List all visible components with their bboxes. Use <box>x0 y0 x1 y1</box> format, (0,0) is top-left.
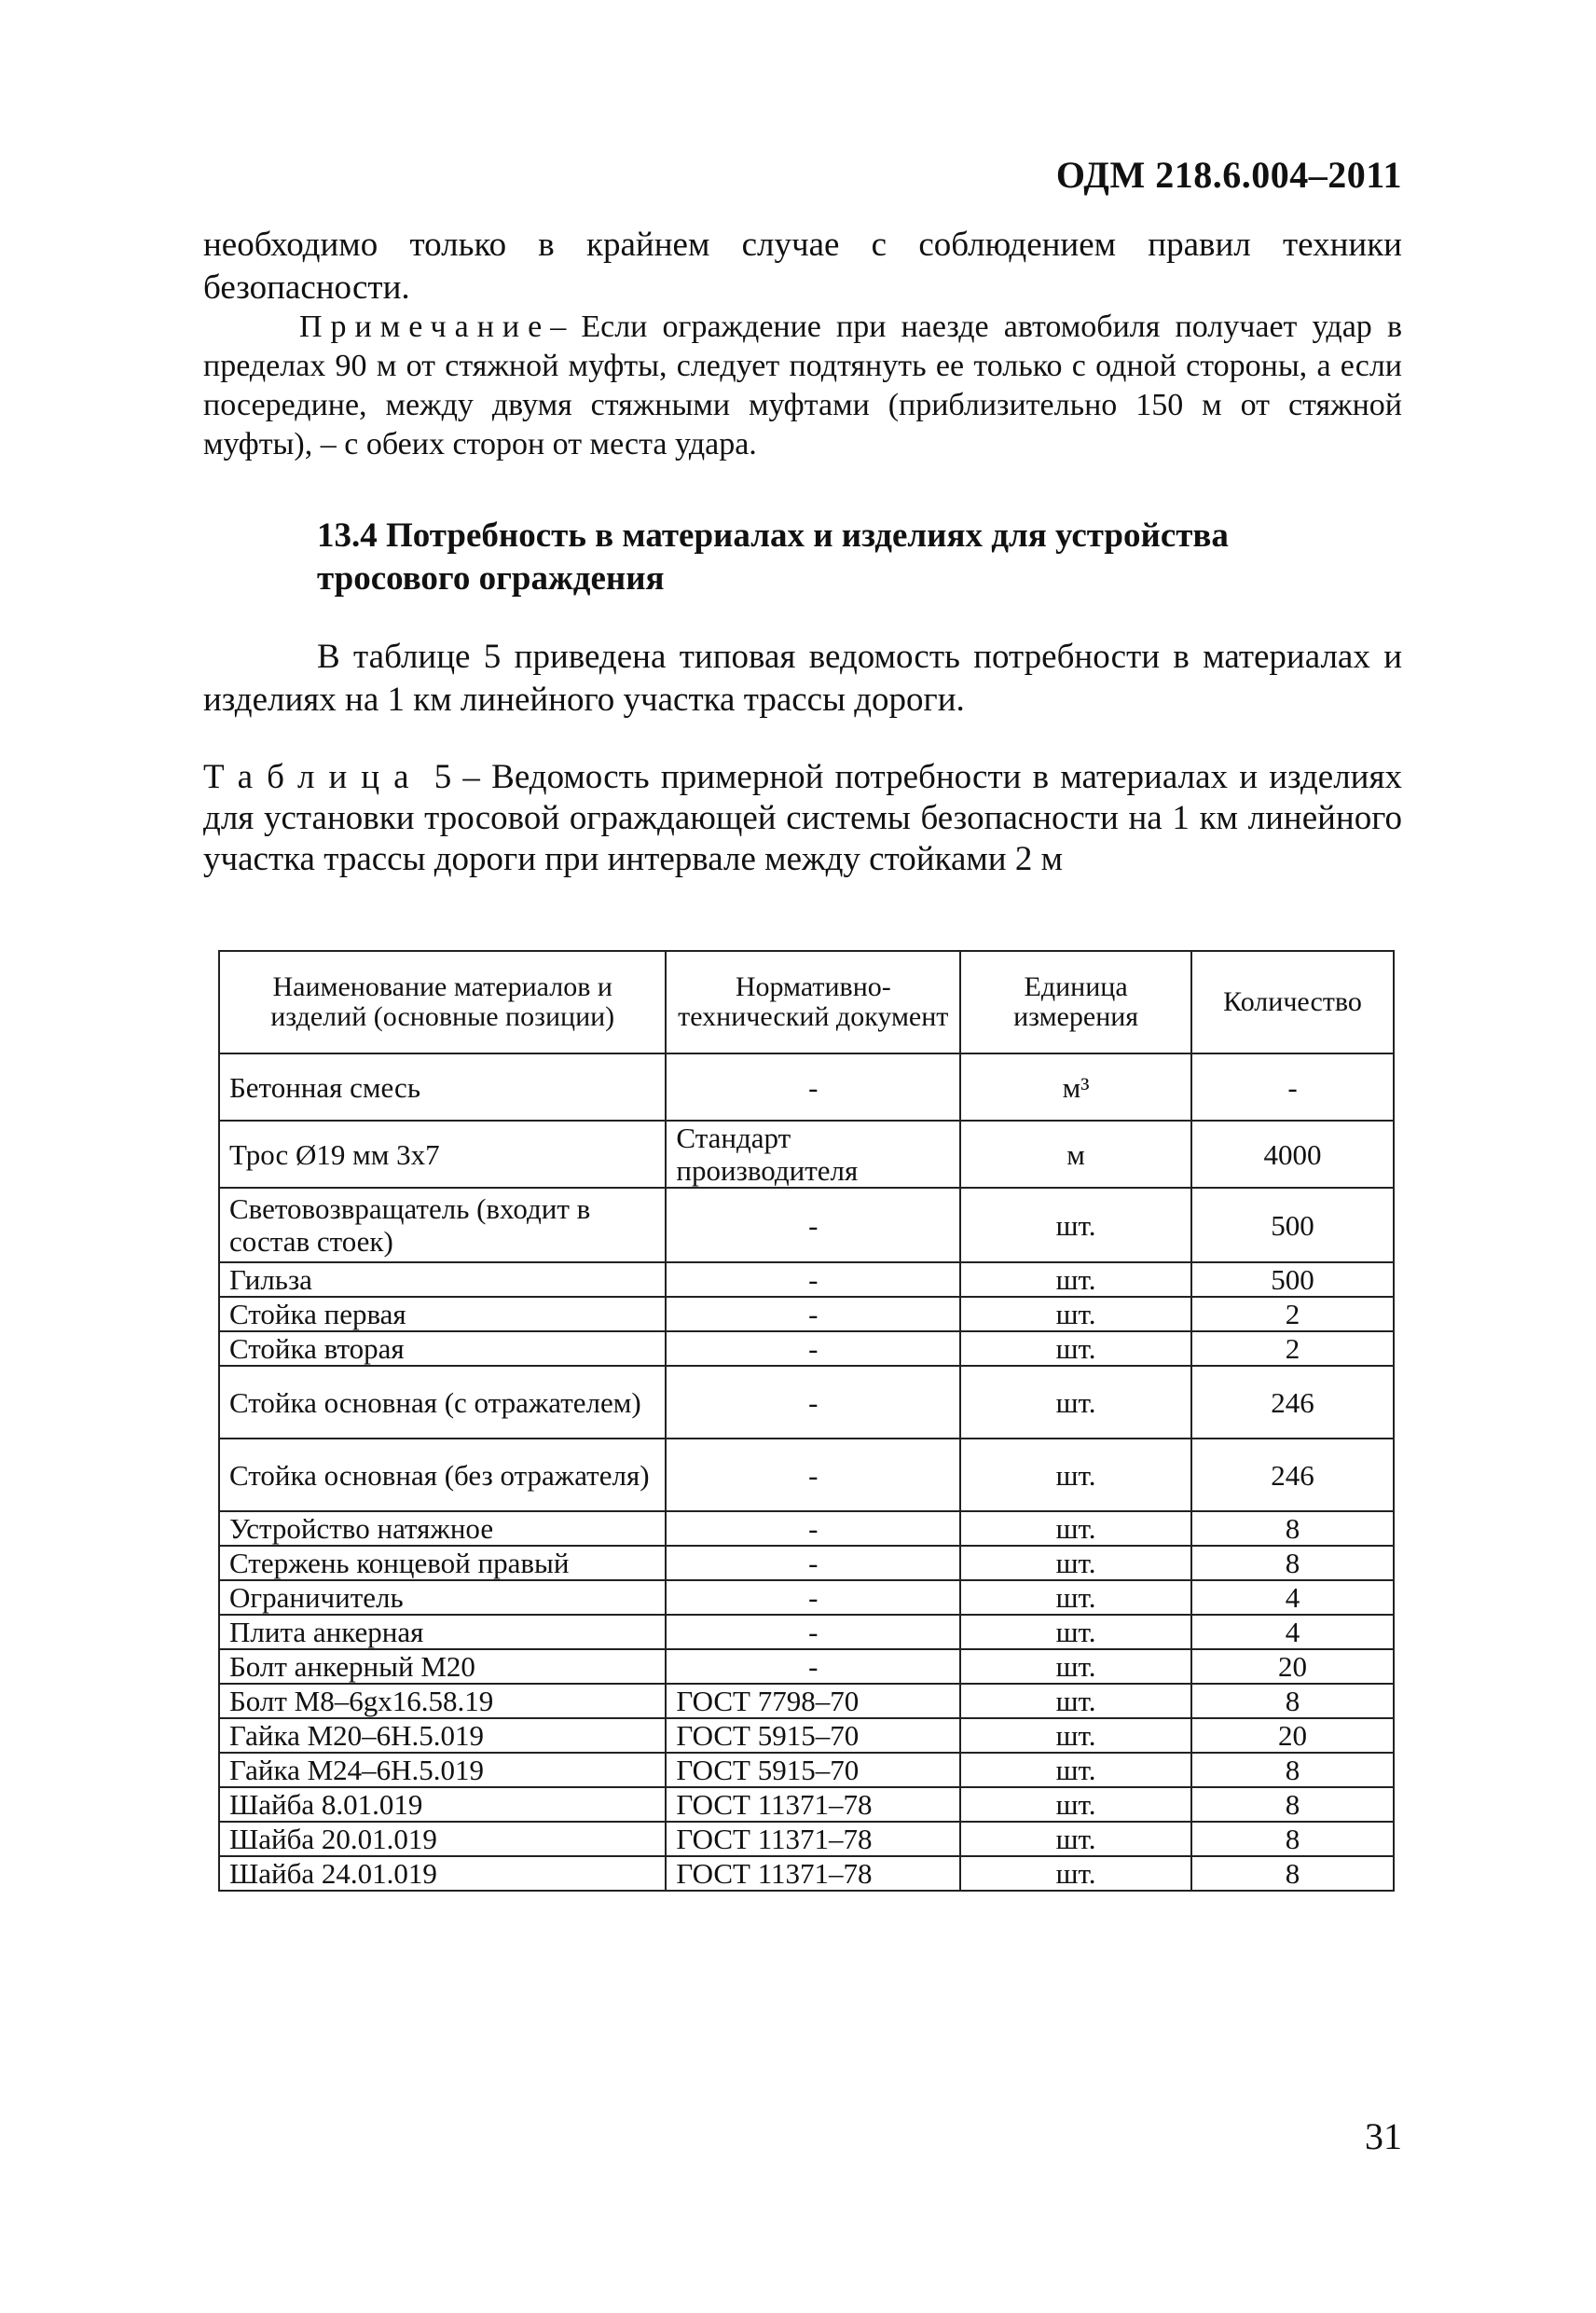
table-row <box>219 1331 1394 1366</box>
header-name: Наименование материалов и изделий (основные позиции) <box>219 951 666 1053</box>
cell-unit: шт. <box>960 1649 1191 1684</box>
cell-name: Болт М8–6gх16.58.19 <box>219 1684 666 1718</box>
cell-unit: шт. <box>960 1684 1191 1718</box>
table-row <box>219 1366 1394 1439</box>
cell-document: - <box>666 1580 960 1615</box>
cell-name: Гайка М24–6Н.5.019 <box>219 1753 666 1787</box>
table-header-row <box>219 951 1394 1053</box>
cell-document: - <box>666 1511 960 1546</box>
cell-name: Гильза <box>219 1262 666 1297</box>
paragraph-table-intro: В таблице 5 приведена типовая ведомость потребности в материалах и изделиях на 1 км линейного участка трассы дороги. <box>203 638 1402 719</box>
cell-quantity: 500 <box>1191 1188 1394 1262</box>
table-row <box>219 1856 1394 1891</box>
cell-quantity: 2 <box>1191 1331 1394 1366</box>
header-quantity: Количество <box>1191 951 1394 1053</box>
cell-document: - <box>666 1188 960 1262</box>
paragraph-safety: необходимо только в крайнем случае с соблюдением правил техники безопасности. <box>203 226 1402 307</box>
table-caption-label: Таблица <box>203 758 423 796</box>
cell-document: - <box>666 1297 960 1331</box>
cell-quantity: 4 <box>1191 1580 1394 1615</box>
table-body <box>219 1053 1394 1891</box>
header-document: Нормативно-технический документ <box>666 951 960 1053</box>
table-row <box>219 1615 1394 1649</box>
table-row <box>219 1297 1394 1331</box>
cell-unit: шт. <box>960 1188 1191 1262</box>
note-text: – Если ограждение при наезде автомобиля получает удар в пределах 90 м от стяжной муфты, следует подтянуть ее только с одной стороны, а если посередине, между двумя стяжными муфтами (приблизительно 150 м от стяжной муфты), – с обеих сторон от места удара. <box>203 310 1402 461</box>
cell-document: - <box>666 1053 960 1121</box>
materials-table <box>218 950 1395 1892</box>
table-row <box>219 1546 1394 1580</box>
cell-name: Устройство натяжное <box>219 1511 666 1546</box>
cell-name: Ограничитель <box>219 1580 666 1615</box>
cell-document: ГОСТ 11371–78 <box>666 1822 960 1856</box>
page-number: 31 <box>1365 2115 1402 2157</box>
table-row <box>219 1188 1394 1262</box>
table-caption-text: 5 – Ведомость примерной потребности в материалах и изделиях для установки тросовой ограждающей системы безопасности на 1 км линейного участка трассы дороги при интервале между стойками 2 м <box>203 758 1403 878</box>
cell-name: Плита анкерная <box>219 1615 666 1649</box>
cell-name: Трос Ø19 мм 3х7 <box>219 1121 666 1188</box>
cell-quantity: 8 <box>1191 1822 1394 1856</box>
cell-name: Бетонная смесь <box>219 1053 666 1121</box>
cell-unit: шт. <box>960 1366 1191 1439</box>
cell-unit: шт. <box>960 1718 1191 1753</box>
cell-document: - <box>666 1331 960 1366</box>
cell-quantity: 4000 <box>1191 1121 1394 1188</box>
cell-unit: шт. <box>960 1511 1191 1546</box>
cell-quantity: 8 <box>1191 1856 1394 1891</box>
cell-document: - <box>666 1366 960 1439</box>
cell-document: - <box>666 1546 960 1580</box>
cell-document: ГОСТ 5915–70 <box>666 1753 960 1787</box>
cell-name: Шайба 24.01.019 <box>219 1856 666 1891</box>
cell-document: ГОСТ 11371–78 <box>666 1787 960 1822</box>
cell-document: ГОСТ 7798–70 <box>666 1684 960 1718</box>
cell-quantity: 20 <box>1191 1649 1394 1684</box>
table-row <box>219 1121 1394 1188</box>
cell-quantity: 20 <box>1191 1718 1394 1753</box>
cell-document: ГОСТ 11371–78 <box>666 1856 960 1891</box>
cell-unit: шт. <box>960 1262 1191 1297</box>
cell-quantity: 8 <box>1191 1511 1394 1546</box>
cell-unit: шт. <box>960 1615 1191 1649</box>
cell-quantity: 8 <box>1191 1546 1394 1580</box>
cell-unit: шт. <box>960 1787 1191 1822</box>
cell-name: Болт анкерный М20 <box>219 1649 666 1684</box>
cell-name: Стойка первая <box>219 1297 666 1331</box>
cell-name: Шайба 20.01.019 <box>219 1822 666 1856</box>
section-heading: 13.4 Потребность в материалах и изделиях для устройства тросового ограждения <box>317 516 1229 598</box>
cell-unit: шт. <box>960 1856 1191 1891</box>
table-row <box>219 1262 1394 1297</box>
table-row <box>219 1053 1394 1121</box>
note-paragraph <box>203 308 1402 464</box>
table-row <box>219 1753 1394 1787</box>
note-label: Примечание <box>299 310 551 344</box>
cell-unit: шт. <box>960 1580 1191 1615</box>
cell-name: Стержень концевой правый <box>219 1546 666 1580</box>
cell-document: - <box>666 1615 960 1649</box>
cell-document: Стандарт производителя <box>666 1121 960 1188</box>
cell-unit: шт. <box>960 1822 1191 1856</box>
cell-unit: м <box>960 1121 1191 1188</box>
cell-quantity: 4 <box>1191 1615 1394 1649</box>
table-row <box>219 1511 1394 1546</box>
table-caption <box>203 757 1402 880</box>
cell-unit: шт. <box>960 1546 1191 1580</box>
cell-quantity: 8 <box>1191 1684 1394 1718</box>
cell-unit: шт. <box>960 1439 1191 1511</box>
cell-name: Шайба 8.01.019 <box>219 1787 666 1822</box>
table-row <box>219 1787 1394 1822</box>
cell-unit: шт. <box>960 1753 1191 1787</box>
cell-quantity: 2 <box>1191 1297 1394 1331</box>
table-row <box>219 1439 1394 1511</box>
cell-quantity: - <box>1191 1053 1394 1121</box>
table-row <box>219 1718 1394 1753</box>
cell-quantity: 246 <box>1191 1366 1394 1439</box>
cell-quantity: 246 <box>1191 1439 1394 1511</box>
cell-quantity: 500 <box>1191 1262 1394 1297</box>
cell-name: Световозвращатель (входит в состав стоек) <box>219 1188 666 1262</box>
cell-document: ГОСТ 5915–70 <box>666 1718 960 1753</box>
header-unit: Единица измерения <box>960 951 1191 1053</box>
table-row <box>219 1649 1394 1684</box>
cell-document: - <box>666 1262 960 1297</box>
cell-document: - <box>666 1439 960 1511</box>
cell-unit: шт. <box>960 1297 1191 1331</box>
table-row <box>219 1684 1394 1718</box>
cell-unit: м³ <box>960 1053 1191 1121</box>
table-row <box>219 1822 1394 1856</box>
cell-name: Гайка М20–6Н.5.019 <box>219 1718 666 1753</box>
document-code: ОДМ 218.6.004–2011 <box>1055 154 1402 196</box>
cell-quantity: 8 <box>1191 1787 1394 1822</box>
cell-document: - <box>666 1649 960 1684</box>
cell-name: Стойка основная (с отражателем) <box>219 1366 666 1439</box>
cell-quantity: 8 <box>1191 1753 1394 1787</box>
cell-name: Стойка вторая <box>219 1331 666 1366</box>
table-row <box>219 1580 1394 1615</box>
cell-unit: шт. <box>960 1331 1191 1366</box>
cell-name: Стойка основная (без отражателя) <box>219 1439 666 1511</box>
